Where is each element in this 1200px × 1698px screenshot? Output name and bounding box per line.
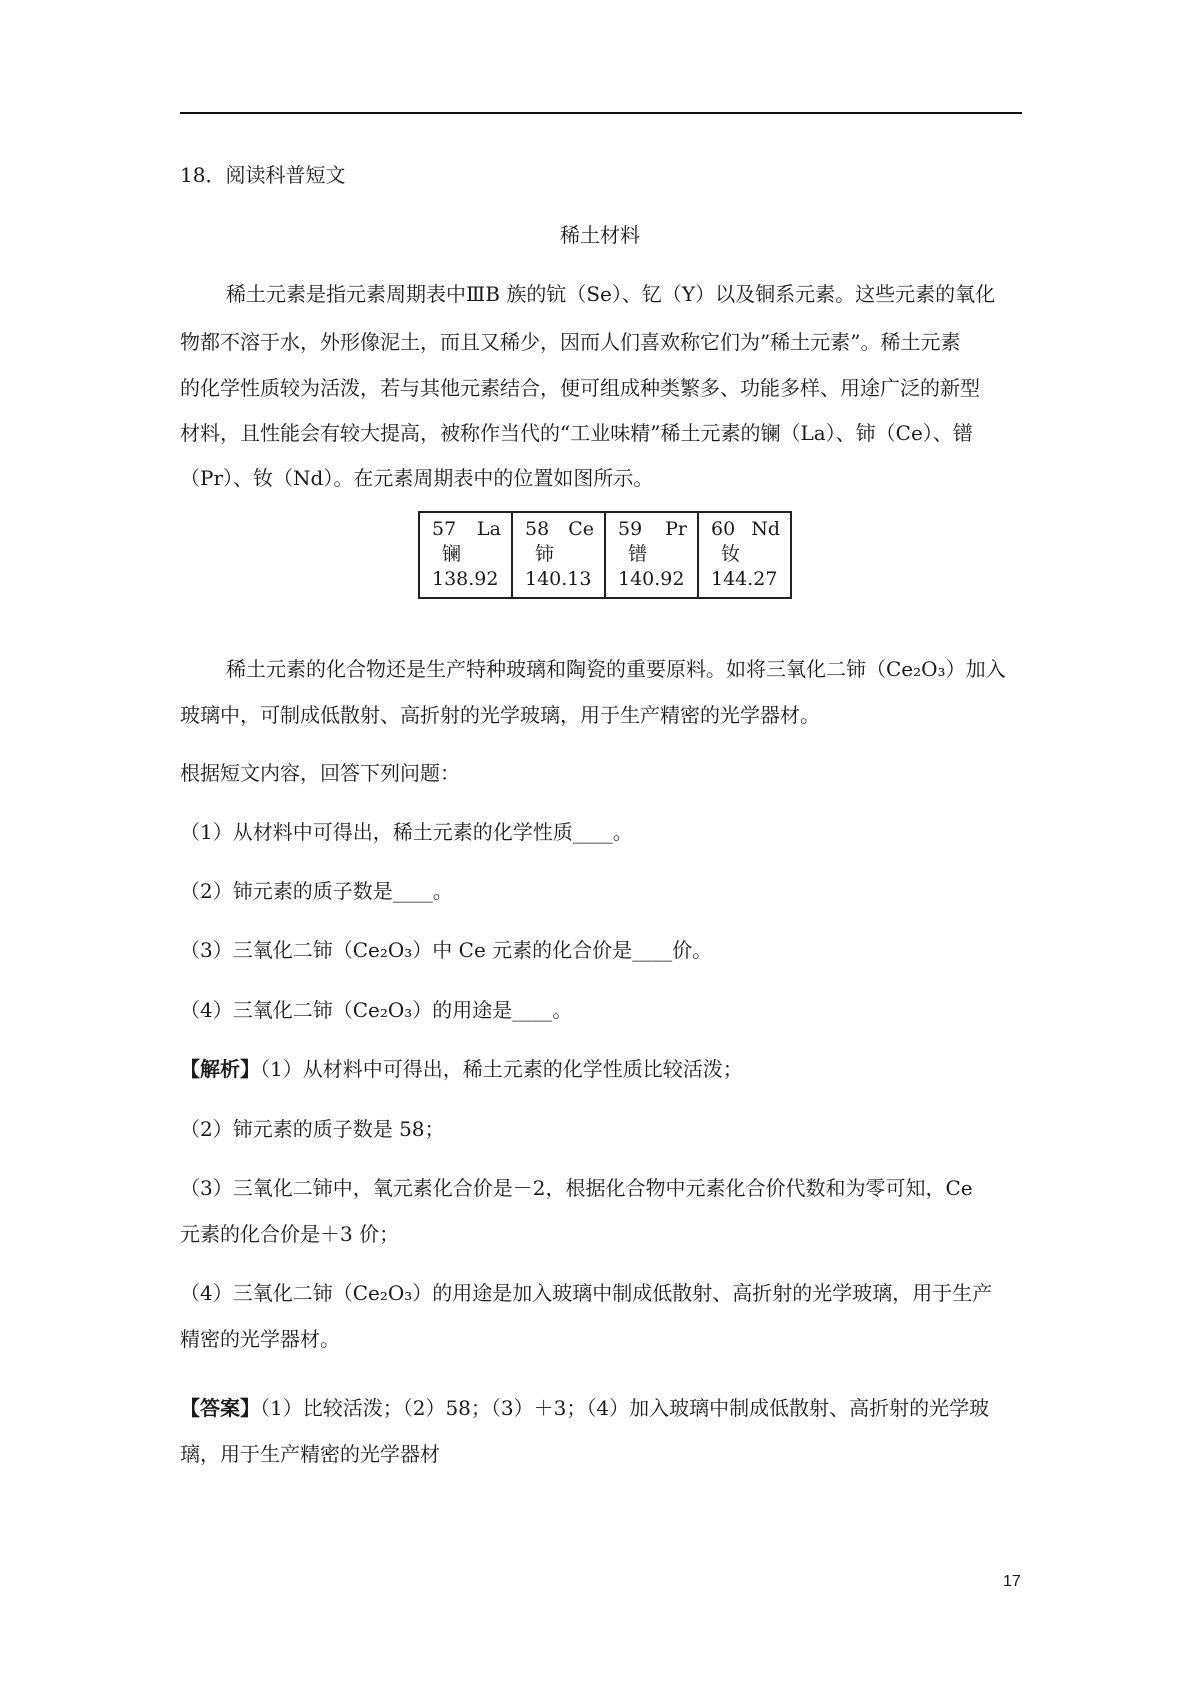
atomic-mass: 140.92 bbox=[618, 568, 685, 590]
analysis-line-5: （4）三氧化二铈（Ce₂O₃）的用途是加入玻璃中制成低散射、高折射的光学玻璃，用于生产 bbox=[180, 1281, 993, 1305]
atomic-mass: 138.92 bbox=[432, 568, 499, 590]
analysis-tag: 【解析】 bbox=[180, 1057, 260, 1081]
element-name: 铈 bbox=[535, 543, 555, 565]
analysis-line-6: 精密的光学器材。 bbox=[180, 1327, 340, 1351]
atomic-mass: 144.27 bbox=[711, 568, 778, 590]
instruction: 根据短文内容，回答下列问题： bbox=[180, 761, 460, 785]
answer-tag: 【答案】 bbox=[180, 1396, 260, 1420]
element-symbol: Pr bbox=[665, 518, 687, 540]
question-heading: 18．阅读科普短文 bbox=[180, 163, 346, 187]
paragraph2-line-1: 稀土元素的化合物还是生产特种玻璃和陶瓷的重要原料。如将三氧化二铈（Ce₂O₃）加入 bbox=[226, 657, 1006, 681]
answer-line-1 bbox=[180, 1396, 989, 1420]
element-symbol: Nd bbox=[751, 518, 780, 540]
analysis-line-3: （3）三氧化二铈中，氧元素化合价是－2，根据化合物中元素化合价代数和为零可知，Ce bbox=[180, 1176, 973, 1200]
paragraph1-line-5: （Pr）、钕（Nd）。在元素周期表中的位置如图所示。 bbox=[180, 466, 654, 490]
paragraph1-line-4: 材料，且性能会有较大提高，被称作当代的“工业味精”稀土元素的镧（La）、铈（Ce）、镨 bbox=[180, 421, 973, 445]
atomic-number: 60 bbox=[711, 518, 736, 540]
question-1: （1）从材料中可得出，稀土元素的化学性质____。 bbox=[180, 820, 633, 844]
element-cell-la bbox=[420, 513, 513, 597]
paragraph1-line-1: 稀土元素是指元素周期表中ⅢB 族的钪（Se）、钇（Y）以及铜系元素。这些元素的氧化 bbox=[226, 282, 996, 306]
page-number: 17 bbox=[1003, 1573, 1021, 1590]
atomic-number: 57 bbox=[432, 518, 457, 540]
paragraph2-line-2: 玻璃中，可制成低散射、高折射的光学玻璃，用于生产精密的光学器材。 bbox=[180, 703, 820, 727]
element-name: 镨 bbox=[628, 543, 648, 565]
paragraph1-line-3: 的化学性质较为活泼，若与其他元素结合，便可组成种类繁多、功能多样、用途广泛的新型 bbox=[180, 376, 980, 400]
atomic-mass: 140.13 bbox=[525, 568, 592, 590]
analysis-line-1 bbox=[180, 1057, 743, 1081]
element-symbol: La bbox=[477, 518, 501, 540]
element-cell-nd bbox=[699, 513, 790, 597]
element-symbol: Ce bbox=[568, 518, 594, 540]
atomic-number: 58 bbox=[525, 518, 550, 540]
answer-text: （1）比较活泼；（2）58；（3）＋3；（4）加入玻璃中制成低散射、高折射的光学玻 bbox=[260, 1396, 990, 1420]
analysis-line-2: （2）铈元素的质子数是 58； bbox=[180, 1117, 445, 1141]
element-cell-ce bbox=[513, 513, 606, 597]
element-name: 钕 bbox=[721, 543, 741, 565]
atomic-number: 59 bbox=[618, 518, 643, 540]
header-rule bbox=[180, 112, 1022, 114]
question-3: （3）三氧化二铈（Ce₂O₃）中 Ce 元素的化合价是____价。 bbox=[180, 938, 713, 962]
question-2: （2）铈元素的质子数是____。 bbox=[180, 879, 453, 903]
question-4: （4）三氧化二铈（Ce₂O₃）的用途是____。 bbox=[180, 998, 573, 1022]
analysis-text: （1）从材料中可得出，稀土元素的化学性质比较活泼； bbox=[260, 1057, 743, 1081]
article-title: 稀土材料 bbox=[560, 223, 640, 247]
element-name: 镧 bbox=[442, 543, 462, 565]
element-cell-pr bbox=[606, 513, 699, 597]
element-table bbox=[418, 511, 792, 599]
paragraph1-line-2: 物都不溶于水，外形像泥土，而且又稀少，因而人们喜欢称它们为”稀土元素”。稀土元素 bbox=[180, 330, 961, 354]
analysis-line-4: 元素的化合价是＋3 价； bbox=[180, 1222, 400, 1246]
answer-line-2: 璃，用于生产精密的光学器材 bbox=[180, 1442, 440, 1466]
